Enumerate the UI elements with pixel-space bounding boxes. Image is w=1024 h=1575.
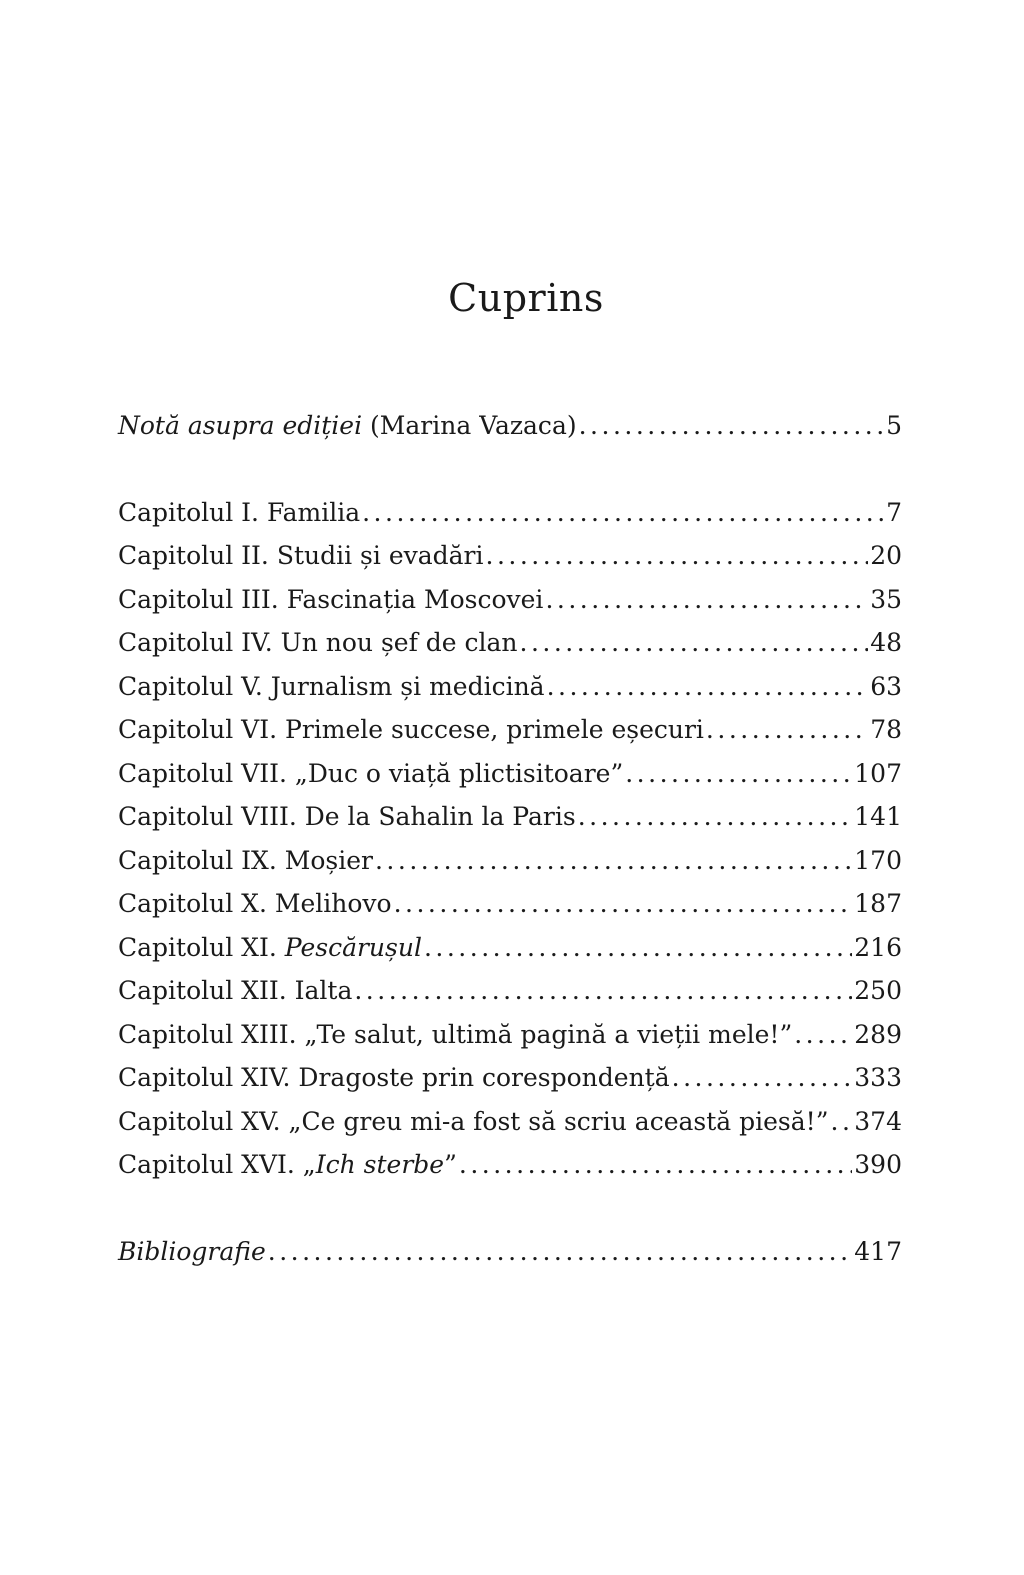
page-title: Cuprins	[448, 276, 604, 320]
chapter-title: Jurnalism și medicină	[270, 671, 545, 701]
toc-entry-label	[118, 1100, 829, 1144]
chapter-title-suffix: ”	[444, 1150, 457, 1179]
section-spacer	[118, 1187, 902, 1230]
toc-entry-label	[118, 491, 360, 535]
toc-page-number: 170	[854, 845, 902, 875]
table-of-contents	[118, 404, 902, 1273]
leader-dots	[268, 1230, 853, 1274]
toc-entry-chapter[interactable]	[118, 752, 902, 796]
chapter-title: Melihovo	[274, 889, 392, 918]
chapter-number: Capitolul XII.	[118, 976, 295, 1005]
chapter-title: Dragoste prin corespondență	[298, 1063, 670, 1092]
chapter-number: Capitolul VIII.	[118, 802, 305, 831]
leader-dots	[362, 491, 884, 535]
leader-dots	[486, 534, 869, 578]
toc-page-number: 187	[854, 889, 902, 918]
toc-entry-chapter[interactable]	[118, 491, 902, 535]
toc-entry-label	[118, 404, 577, 448]
chapter-number: Capitolul IX.	[118, 845, 285, 875]
chapter-number: Capitolul XV.	[118, 1106, 289, 1136]
leader-dots	[831, 1100, 853, 1144]
chapter-title: Studii și evadări	[276, 541, 484, 570]
toc-entry-edition-note[interactable]	[118, 404, 902, 448]
toc-entry-label	[118, 882, 392, 926]
leader-dots	[394, 882, 853, 926]
toc-page-number: 63	[870, 671, 902, 701]
chapter-number: Capitolul II.	[118, 541, 277, 570]
section-spacer	[118, 448, 902, 491]
chapter-number: Capitolul XVI. „	[118, 1150, 316, 1179]
chapter-title: Moșier	[284, 845, 373, 875]
toc-entry-italic-title: Notă asupra ediției	[118, 411, 363, 440]
leader-dots	[520, 621, 869, 665]
leader-dots	[578, 795, 853, 839]
toc-page-number: 289	[854, 1019, 902, 1049]
chapter-number: Capitolul X.	[118, 889, 275, 918]
chapter-number: Capitolul XIII.	[118, 1019, 305, 1049]
chapter-number: Capitolul V.	[118, 671, 271, 701]
toc-entry-label	[118, 752, 623, 796]
toc-page-number: 417	[854, 1236, 902, 1266]
chapter-title: De la Sahalin la Paris	[304, 802, 576, 831]
leader-dots	[354, 969, 852, 1013]
toc-entry-label	[118, 1056, 670, 1100]
toc-entry-chapter[interactable]	[118, 578, 902, 622]
toc-page-number: 78	[870, 715, 902, 744]
chapter-title: Ialta	[294, 976, 353, 1005]
toc-page-number: 374	[854, 1106, 902, 1136]
leader-dots	[625, 752, 852, 796]
toc-entry-chapter[interactable]	[118, 882, 902, 926]
chapter-list	[118, 491, 902, 1187]
toc-entry-label	[118, 1143, 457, 1187]
chapter-title: Primele succese, primele eșecuri	[285, 715, 704, 744]
toc-entry-author: (Marina Vazaca)	[362, 411, 577, 440]
toc-entry-chapter[interactable]	[118, 969, 902, 1013]
toc-entry-label	[118, 839, 373, 883]
toc-entry-label	[118, 795, 576, 839]
toc-entry-label	[118, 1013, 792, 1057]
chapter-number: Capitolul IV.	[118, 628, 281, 657]
toc-entry-label	[118, 708, 704, 752]
toc-entry-chapter[interactable]	[118, 1013, 902, 1057]
toc-entry-label	[118, 621, 518, 665]
chapter-title: Familia	[266, 497, 361, 527]
toc-entry-label	[118, 1230, 266, 1274]
toc-entry-chapter[interactable]	[118, 1143, 902, 1187]
leader-dots	[706, 708, 868, 752]
toc-page-number: 20	[870, 541, 902, 570]
toc-page-number: 141	[854, 802, 902, 831]
chapter-title: Fascinația Moscovei	[286, 584, 544, 614]
leader-dots	[375, 839, 852, 883]
toc-entry-bibliography[interactable]	[118, 1230, 902, 1274]
chapter-title: Ich sterbe	[315, 1150, 445, 1179]
toc-entry-chapter[interactable]	[118, 795, 902, 839]
leader-dots	[424, 926, 852, 970]
toc-entry-label	[118, 969, 352, 1013]
toc-entry-label	[118, 926, 422, 970]
chapter-number: Capitolul XIV.	[118, 1063, 299, 1092]
toc-page-number: 35	[870, 584, 902, 614]
chapter-number: Capitolul III.	[118, 584, 287, 614]
chapter-number: Capitolul I.	[118, 497, 267, 527]
toc-entry-chapter[interactable]	[118, 839, 902, 883]
toc-entry-chapter[interactable]	[118, 621, 902, 665]
toc-entry-label	[118, 665, 545, 709]
toc-page-number: 333	[854, 1063, 902, 1092]
toc-page-number: 216	[854, 932, 902, 962]
toc-entry-chapter[interactable]	[118, 665, 902, 709]
leader-dots	[672, 1056, 853, 1100]
chapter-title: Un nou șef de clan	[280, 628, 518, 657]
chapter-title: Pescărușul	[284, 932, 422, 962]
leader-dots	[547, 665, 869, 709]
toc-entry-chapter[interactable]	[118, 1056, 902, 1100]
toc-page-number: 5	[886, 411, 902, 440]
toc-entry-label	[118, 578, 543, 622]
leader-dots	[579, 404, 884, 448]
toc-entry-chapter[interactable]	[118, 926, 902, 970]
chapter-number: Capitolul XI.	[118, 932, 285, 962]
chapter-number: Capitolul VI.	[118, 715, 285, 744]
toc-entry-chapter[interactable]	[118, 1100, 902, 1144]
leader-dots	[794, 1013, 852, 1057]
chapter-title: „Te salut, ultimă pagină a vieții mele!”	[304, 1019, 793, 1049]
leader-dots	[545, 578, 868, 622]
toc-entry-italic-title: Bibliografie	[118, 1236, 266, 1266]
chapter-number: Capitolul VII.	[118, 758, 295, 788]
toc-page-number: 250	[854, 976, 902, 1005]
toc-page-number: 7	[886, 497, 902, 527]
chapter-title: „Duc o viață plictisitoare”	[294, 758, 624, 788]
toc-entry-label	[118, 534, 484, 578]
toc-page-number: 390	[854, 1150, 902, 1179]
toc-page-number: 48	[870, 628, 902, 657]
toc-entry-chapter[interactable]	[118, 534, 902, 578]
chapter-title: „Ce greu mi-a fost să scriu această piesă!”	[288, 1106, 829, 1136]
toc-entry-chapter[interactable]	[118, 708, 902, 752]
toc-page-number: 107	[854, 758, 902, 788]
leader-dots	[459, 1143, 852, 1187]
